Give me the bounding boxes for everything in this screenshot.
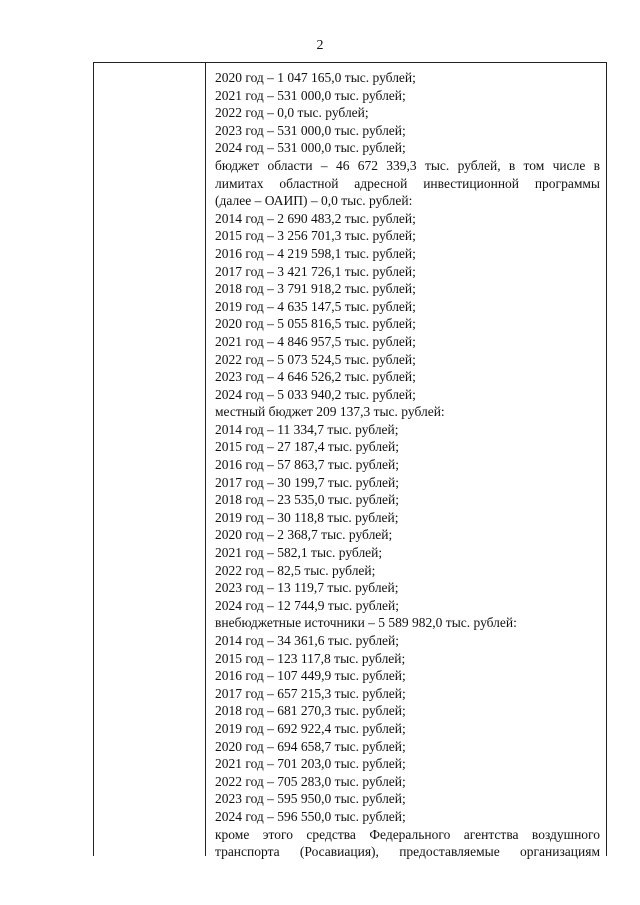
document-table: [93, 62, 607, 860]
text-line: 2023 год – 13 119,7 тыс. рублей;: [215, 580, 399, 596]
text-line: 2021 год – 531 000,0 тыс. рублей;: [215, 87, 406, 103]
text-line: 2024 год – 531 000,0 тыс. рублей;: [215, 140, 406, 156]
text-line: 2021 год – 4 846 957,5 тыс. рублей;: [215, 333, 416, 349]
text-line: 2023 год – 4 646 526,2 тыс. рублей;: [215, 369, 416, 385]
text-line: 2019 год – 30 118,8 тыс. рублей;: [215, 509, 399, 525]
text-line: 2014 год – 11 334,7 тыс. рублей;: [215, 421, 399, 437]
text-line: 2016 год – 107 449,9 тыс. рублей;: [215, 668, 406, 684]
text-line: лимитах областной адресной инвестиционной программы: [215, 175, 600, 191]
text-line: 2023 год – 595 950,0 тыс. рублей;: [215, 791, 406, 807]
text-line: 2016 год – 4 219 598,1 тыс. рублей;: [215, 245, 416, 261]
text-line: 2017 год – 30 199,7 тыс. рублей;: [215, 474, 400, 490]
text-line: 2024 год – 596 550,0 тыс. рублей;: [215, 808, 406, 824]
text-line: местный бюджет 209 137,3 тыс. рублей:: [215, 404, 445, 420]
text-line: бюджет области – 46 672 339,3 тыс. рублей, в том числе в: [215, 157, 600, 173]
text-line: 2022 год – 0,0 тыс. рублей;: [215, 105, 369, 121]
text-line: внебюджетные источники – 5 589 982,0 тыс. рублей:: [215, 615, 517, 631]
text-line: 2019 год – 4 635 147,5 тыс. рублей;: [215, 298, 416, 314]
text-line: 2022 год – 5 073 524,5 тыс. рублей;: [215, 351, 416, 367]
text-line: транспорта (Росавиация), предоставляемые организациям: [215, 844, 600, 860]
text-line: 2014 год – 34 361,6 тыс. рублей;: [215, 633, 400, 648]
text-line: 2015 год – 123 117,8 тыс. рублей;: [215, 650, 406, 666]
text-line: 2017 год – 657 215,3 тыс. рублей;: [215, 685, 406, 701]
text-line: 2020 год – 2 368,7 тыс. рублей;: [215, 527, 393, 543]
text-line: 2015 год – 27 187,4 тыс. рублей;: [215, 439, 400, 455]
table-right-cell: [207, 63, 606, 860]
text-line: 2018 год – 23 535,0 тыс. рублей;: [215, 492, 400, 508]
text-line: 2018 год – 3 791 918,2 тыс. рублей;: [215, 281, 416, 297]
text-line: 2023 год – 531 000,0 тыс. рублей;: [215, 122, 406, 138]
text-line: 2024 год – 12 744,9 тыс. рублей;: [215, 597, 400, 613]
table-left-cell: [94, 63, 206, 856]
text-line: (далее – ОАИП) – 0,0 тыс. рублей:: [215, 193, 413, 209]
text-line: 2017 год – 3 421 726,1 тыс. рублей;: [215, 263, 416, 279]
text-line: 2020 год – 1 047 165,0 тыс. рублей;: [215, 70, 416, 85]
text-line: 2018 год – 681 270,3 тыс. рублей;: [215, 703, 406, 719]
text-line: 2014 год – 2 690 483,2 тыс. рублей;: [215, 210, 416, 226]
text-line: 2019 год – 692 922,4 тыс. рублей;: [215, 720, 406, 736]
text-line: 2024 год – 5 033 940,2 тыс. рублей;: [215, 386, 416, 402]
page-number: 2: [316, 38, 324, 53]
text-line: 2020 год – 5 055 816,5 тыс. рублей;: [215, 316, 416, 332]
text-line: 2020 год – 694 658,7 тыс. рублей;: [215, 738, 406, 754]
text-line: 2021 год – 701 203,0 тыс. рублей;: [215, 756, 406, 772]
text-line: 2016 год – 57 863,7 тыс. рублей;: [215, 457, 400, 473]
text-line: 2022 год – 82,5 тыс. рублей;: [215, 562, 376, 578]
text-line: 2015 год – 3 256 701,3 тыс. рублей;: [215, 228, 416, 244]
text-line: 2022 год – 705 283,0 тыс. рублей;: [215, 773, 406, 789]
text-line: 2021 год – 582,1 тыс. рублей;: [215, 545, 383, 561]
text-line: кроме этого средства Федерального агентства воздушного: [215, 826, 600, 842]
